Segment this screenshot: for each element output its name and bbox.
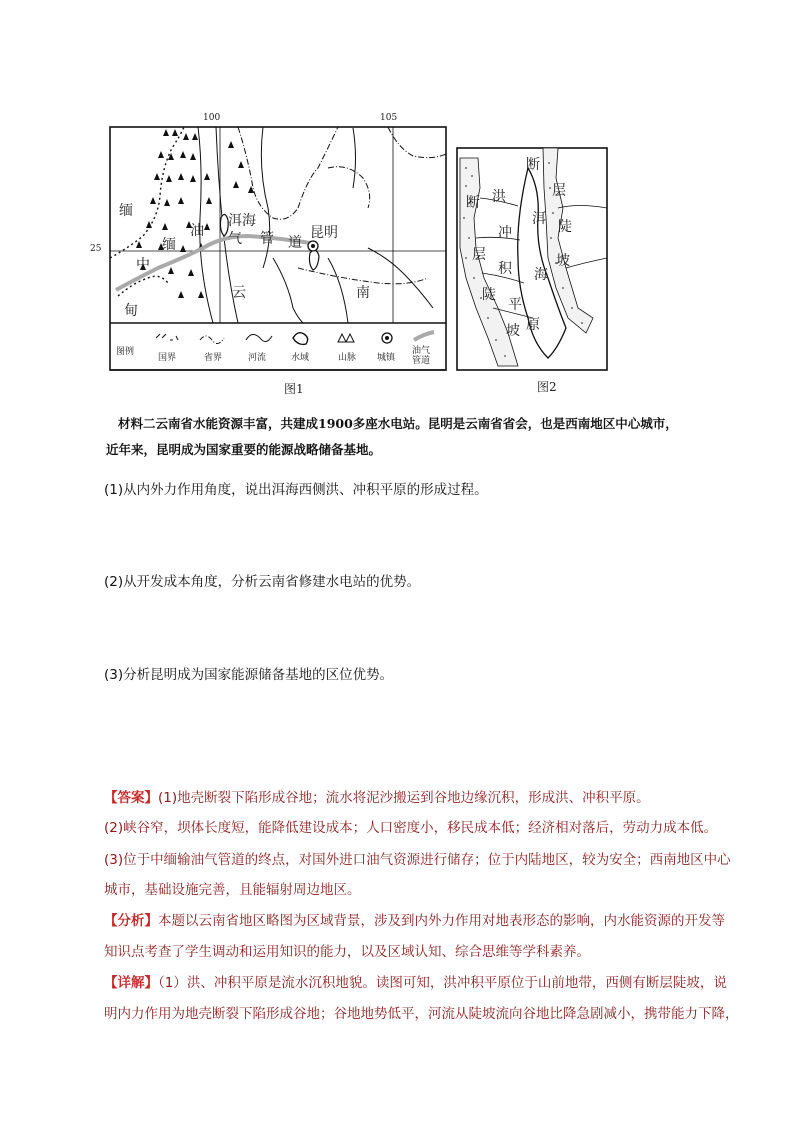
label-erhai: 洱海 <box>228 213 256 229</box>
answer-2: (2)峡谷窄，坝体长度短，能降低建设成本；人口密度小，移民成本低；经济相对落后，劳动力成本低。 <box>104 820 718 836</box>
material-paragraph <box>106 411 748 463</box>
analysis-line-2: 知识点考查了学生调动和运用知识的能力，以及区域认知、综合思维等学科素养。 <box>104 944 590 960</box>
f2-left-dou: 陡 <box>482 287 496 303</box>
question-1: (1)从内外力作用角度，说出洱海西侧洪、冲积平原的形成过程。 <box>104 482 488 498</box>
answer-1: (1)地壳断裂下陷形成谷地；流水将泥沙搬运到谷地边缘沉积，形成洪、冲积平原。 <box>158 790 650 806</box>
analysis-text-1: 本题以云南省地区略图为区域背景，涉及到内外力作用对地表形态的影响，内水能资源的开发等 <box>158 913 725 929</box>
label-yun: 云 <box>232 285 246 301</box>
label-mian: 缅 <box>119 203 133 219</box>
answer-3-line-1: (3)位于中缅输油气管道的终点，对国外进口油气资源进行储存；位于内陆地区，较为安全；西南地区中心 <box>104 852 731 868</box>
figure2-caption: 图2 <box>537 380 557 394</box>
answer-tag: 【答案】 <box>104 790 158 806</box>
figure-area <box>88 108 618 398</box>
analysis-line-1 <box>104 911 744 931</box>
legend-guojie: 国界 <box>158 353 177 363</box>
label-zhong: 中 <box>136 257 150 273</box>
detail-tag: 【详解】 <box>104 975 158 991</box>
f2-hai: 海 <box>534 267 548 283</box>
figure1-caption: 图1 <box>284 382 304 396</box>
legend-heliu: 河流 <box>248 353 267 363</box>
analysis-tag: 【分析】 <box>104 913 158 929</box>
f2-left-po: 坡 <box>506 323 520 339</box>
question-3: (3)分析昆明成为国家能源储备基地的区位优势。 <box>104 667 394 683</box>
detail-line-2: 明内力作用为地壳断裂下陷形成谷地；谷地地势低平，河流从陡坡流向谷地比降急剧减小，携带能力下降， <box>104 1006 739 1022</box>
legend-shuiyu: 水域 <box>291 353 310 363</box>
material-line-2: 近年来，昆明成为国家重要的能源战略储备基地。 <box>106 442 382 457</box>
answer-line-1 <box>104 788 744 808</box>
label-dian: 甸 <box>124 303 138 319</box>
legend-title: 图例 <box>116 347 135 357</box>
f2-right-dou: 陡 <box>558 219 572 235</box>
legend-shanmai: 山脉 <box>338 353 357 363</box>
f2-er: 洱 <box>532 211 546 227</box>
label-kunming: 昆明 <box>310 225 338 241</box>
legend-youqi: 油气管道 <box>412 346 431 366</box>
label-guan: 管 <box>260 231 274 247</box>
f2-left-duan: 断 <box>466 195 480 211</box>
legend-shengjie: 省界 <box>204 353 223 363</box>
f2-mid-chong: 冲 <box>498 225 512 241</box>
detail-line-1 <box>104 973 744 993</box>
detail-text-1: （1）洪、冲积平原是流水沉积地貌。读图可知，洪冲积平原位于山前地带，西侧有断层陡坡，说 <box>158 975 727 991</box>
f2-mid-yuan: 原 <box>526 317 540 333</box>
latitude-25: 25 <box>90 244 102 254</box>
f2-mid-ji: 积 <box>498 261 512 277</box>
label-you: 油 <box>190 223 204 239</box>
longitude-100: 100 <box>203 113 221 123</box>
f2-left-ceng: 层 <box>472 247 486 263</box>
f2-right-po: 坡 <box>556 253 570 269</box>
f2-mid-ping: 平 <box>508 297 522 313</box>
label-mian2: 缅 <box>162 237 176 253</box>
label-nan: 南 <box>356 285 370 301</box>
f2-mid-hong: 洪 <box>492 189 506 205</box>
f2-right-ceng: 层 <box>552 183 566 199</box>
f2-right-duan: 断 <box>526 157 540 173</box>
answer-3-line-2: 城市，基础设施完善，且能辐射周边地区。 <box>104 882 361 898</box>
material-line-1: 材料二云南省水能资源丰富，共建成1900多座水电站。昆明是云南省省会，也是西南地区中心城市， <box>118 416 678 431</box>
longitude-105: 105 <box>380 113 398 123</box>
label-qi: 气 <box>228 231 242 247</box>
legend-chengzhen: 城镇 <box>377 353 396 363</box>
label-dao: 道 <box>288 235 302 251</box>
question-2: (2)从开发成本角度，分析云南省修建水电站的优势。 <box>104 574 421 590</box>
